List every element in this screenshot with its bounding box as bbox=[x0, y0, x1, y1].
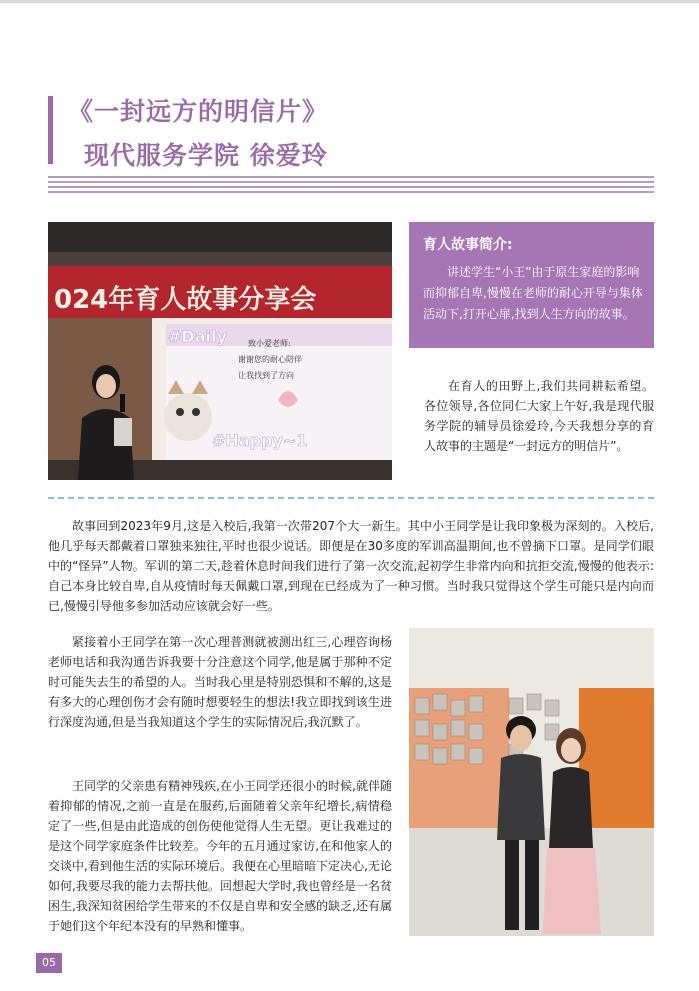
paragraph-story-start: 故事回到2023年9月,这是入校后,我第一次带207个大一新生。其中小王同学是让我印象极为深刻的。入校后,他几乎每天都戴着口罩独来独往,平时也很少说话。即便是在30多度的军训高温期间,也不曾摘下口罩。是同学们眼中的“怪异”人物。军训的第二天,趁着休息时间我们进行了第一次交流,起初学生非常内向和抗拒交流,慢慢的他表示:自己本身比较自卑,自从疫情时每天佩戴口罩,到现在已经成为了一种习惯。当时我只觉得这个学生可能只是内向而已,慢慢引导他多参加活动应该就会好一些。 bbox=[48, 519, 654, 613]
event-banner-text: 024年育人故事分享会 bbox=[54, 285, 317, 315]
article-title: 《一封远方的明信片》 bbox=[68, 97, 329, 126]
teacher-student-photo bbox=[409, 628, 654, 936]
intro-title: 育人故事简介: bbox=[423, 237, 513, 253]
section-divider bbox=[48, 497, 654, 499]
title-accent-bar bbox=[48, 96, 53, 164]
article-author: 现代服务学院 徐爱玲 bbox=[84, 141, 328, 170]
intro-box bbox=[409, 222, 654, 348]
overlay-happy: #Happy~1 bbox=[212, 431, 308, 450]
title-stripes bbox=[48, 176, 654, 198]
event-photo bbox=[48, 222, 392, 480]
postcard-line-1: 致小爱老师: bbox=[248, 339, 291, 348]
postcard-line-3: 让我找到了方向 bbox=[238, 371, 294, 380]
postcard-line-2: 谢谢您的耐心陪伴 bbox=[238, 355, 302, 364]
paragraph-family: 王同学的父亲患有精神残疾,在小王同学还很小的时候,就伴随着抑郁的情况,之前一直是在服药,后面随着父亲年纪增长,病情稳定了一些,但是由此造成的创伤使他觉得人生无望。更让我难过的是这个同学家庭条件比较差。今年的五月通过家访,在和他家人的交谈中,看到他生活的实际环境后。我便在心里暗暗下定决心,无论如何,我要尽我的能力去帮扶他。回想起大学时,我也曾经是一名贫困生,我深知贫困给学生带来的不仅是自卑和安全感的缺乏,还有属于她们这个年纪本没有的早熟和懂事。 bbox=[48, 779, 392, 933]
paragraph-opening: 在育人的田野上,我们共同耕耘希望。各位领导,各位同仁大家上午好,我是现代服务学院的辅导员徐爱玲,今天我想分享的育人故事的主题是“一封远方的明信片”。 bbox=[424, 379, 654, 453]
page-number: 05 bbox=[36, 953, 62, 973]
top-rule bbox=[0, 0, 699, 3]
paragraph-psych-test: 紧接着小王同学在第一次心理普测就被测出红三,心理咨询杨老师电话和我沟通告诉我要十分注意这个同学,他是属于那种不定时可能失去生的希望的人。当时我心里是特别恐惧和不解的,这是有多大的心理创伤才会有随时想要轻生的想法!我立即找到该生进行深度沟通,但是当我知道这个学生的实际情况后,我沉默了。 bbox=[48, 635, 392, 729]
overlay-daily: #Daily bbox=[168, 327, 227, 346]
intro-text: 讲述学生“小王”由于原生家庭的影响而抑郁自卑,慢慢在老师的耐心开导与集体活动下,打开心扉,找到人生方向的故事。 bbox=[423, 265, 643, 321]
